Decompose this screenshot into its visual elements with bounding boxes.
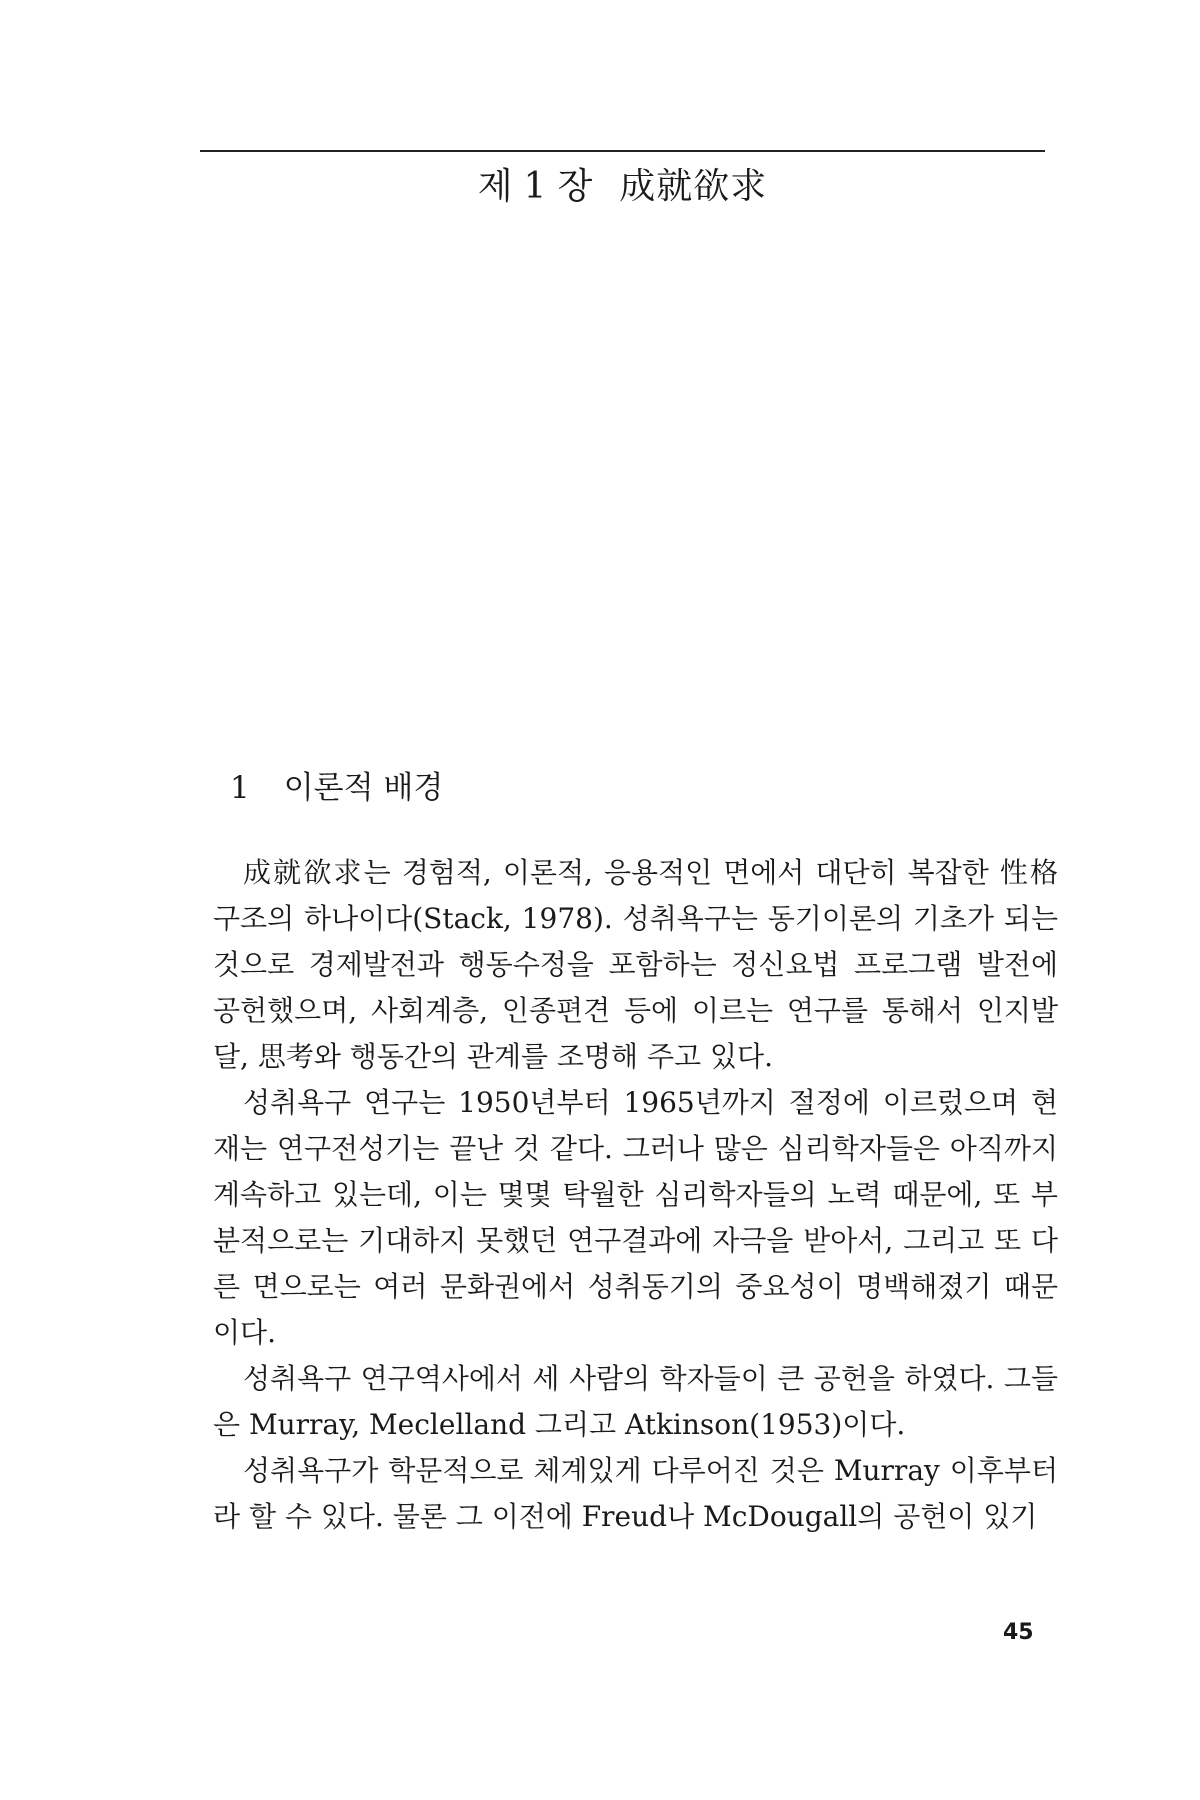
- header-rule: [200, 150, 1045, 152]
- section-heading: [230, 762, 443, 807]
- paragraph: 성취욕구 연구는 1950년부터 1965년까지 절정에 이르렀으며 현재는 연구전성기는 끝난 것 같다. 그러나 많은 심리학자들은 아직까지 계속하고 있는데, 이는 몇몇 탁월한 심리학자들의 노력 때문에, 또 부분적으로는 기대하지 못했던 연구결과에 자극을 받아서, 그리고 또 다른 면으로는 여러 문화권에서 성취동기의 중요성이 명백해졌기 때문이다.: [213, 1086, 1058, 1349]
- paragraph: 성취욕구가 학문적으로 체계있게 다루어진 것은 Murray 이후부터라 할 수 있다. 물론 그 이전에 Freud나 McDougall의 공헌이 있기: [213, 1454, 1058, 1533]
- chapter-suffix: 장: [557, 166, 594, 207]
- chapter-title: [200, 158, 1045, 209]
- paragraph: 성취욕구 연구역사에서 세 사람의 학자들이 큰 공헌을 하였다. 그들은 Murray, Meclelland 그리고 Atkinson(1953)이다.: [213, 1362, 1058, 1441]
- chapter-number: 1: [523, 166, 548, 207]
- paragraph: 成就欲求는 경험적, 이론적, 응용적인 면에서 대단히 복잡한 性格구조의 하나이다(Stack, 1978). 성취욕구는 동기이론의 기초가 되는 것으로 경제발전과 행동수정을 포함하는 정신요법 프로그램 발전에 공헌했으며, 사회계층, 인종편견 등에 이르는 연구를 통해서 인지발달, 思考와 행동간의 관계를 조명해 주고 있다.: [213, 856, 1058, 1073]
- chapter-label: 제: [477, 166, 514, 207]
- chapter-title-text: 成就欲求: [619, 166, 768, 207]
- section-title: 이론적 배경: [283, 770, 444, 806]
- page-number: 45: [1003, 1620, 1034, 1645]
- body-text: [213, 850, 1058, 1540]
- section-number: 1: [230, 770, 250, 806]
